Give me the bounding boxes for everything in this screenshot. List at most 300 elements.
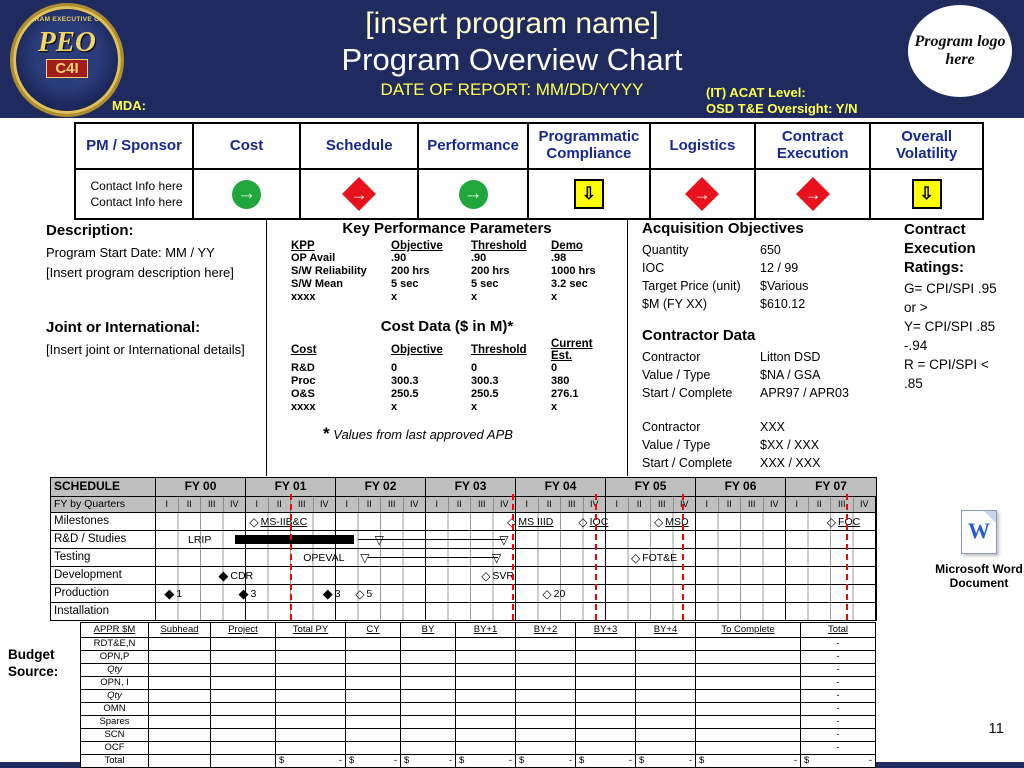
kpp-row: S/W Reliability 200 hrs 200 hrs 1000 hrs [291, 265, 596, 277]
budget-cell [211, 690, 276, 703]
budget-cell [576, 651, 636, 664]
budget-row [81, 677, 876, 690]
budget-cell: $ - [516, 755, 576, 768]
budget-cell [576, 638, 636, 651]
red-diamond-arrow-icon: → [685, 177, 719, 211]
contractor-row: Start / Complete APR97 / APR03 [642, 386, 849, 400]
budget-cell [346, 742, 401, 755]
budget-cell [456, 651, 516, 664]
open-diamond-icon: ◇ [630, 550, 641, 565]
cost-row: O&S 250.5 250.5 276.1 [291, 388, 579, 400]
budget-col-header: CY [346, 623, 401, 638]
budget-col-header: BY+4 [636, 623, 696, 638]
contractor-row: Start / Complete XXX / XXX [642, 456, 821, 470]
milestone-marker [492, 552, 503, 564]
budget-row [81, 703, 876, 716]
quarter-cell: III [561, 497, 584, 512]
budget-cell [456, 638, 516, 651]
budget-cell [456, 690, 516, 703]
budget-cell [276, 690, 346, 703]
budget-cell: OPN, I [81, 677, 149, 690]
budget-cell: - [801, 690, 876, 703]
budget-cell: Qty [81, 690, 149, 703]
budget-cell [346, 638, 401, 651]
quarter-cell: III [381, 497, 404, 512]
quarter-cell: I [516, 497, 539, 512]
cost-data-title: Cost Data ($ in M)* [380, 318, 514, 335]
budget-cell: OMN [81, 703, 149, 716]
fy-header: FY 03 [426, 478, 516, 496]
kpp-table: KPP Objective Threshold Demo OP Avail .90 .90 .98 S/W Reliability 200 hrs 200 hrs 1000 hrs S/W Mean 5 sec 5 sec 3.2 sec xxxx x x x [291, 240, 611, 304]
budget-cell [576, 742, 636, 755]
budget-cell: $ - [276, 755, 346, 768]
open-triangle-icon: ▽ [360, 550, 370, 565]
budget-cell [456, 729, 516, 742]
quarters-label: FY by Quarters [51, 497, 156, 512]
open-diamond-icon: ◇ [355, 586, 365, 601]
red-dashed-line [682, 494, 684, 620]
badge-c4i-text: C4I [46, 59, 87, 78]
milestone-label: IOC [589, 515, 609, 528]
budget-cell: $ - [346, 755, 401, 768]
page-number: 11 [988, 720, 1004, 737]
budget-cell [149, 703, 211, 716]
milestone-label: 1 [176, 587, 183, 600]
budget-cell [516, 651, 576, 664]
schedule-fy-row [51, 478, 876, 497]
quarter-cell: II [179, 497, 202, 512]
budget-cell [636, 729, 696, 742]
quarter-cell: III [651, 497, 674, 512]
kpp-row: S/W Mean 5 sec 5 sec 3.2 sec [291, 278, 588, 290]
milestone-marker [507, 516, 553, 528]
budget-cell [456, 716, 516, 729]
budget-cell [401, 651, 456, 664]
budget-col-header: BY+3 [576, 623, 636, 638]
budget-cell [636, 703, 696, 716]
milestone-marker [301, 552, 344, 564]
red-diamond-arrow-icon: → [796, 177, 830, 211]
budget-cell [696, 703, 801, 716]
quarter-cell: I [246, 497, 269, 512]
filled-diamond-icon: ◆ [218, 567, 229, 583]
budget-cell [516, 690, 576, 703]
budget-cell [276, 716, 346, 729]
budget-cell [636, 716, 696, 729]
budget-cell [149, 729, 211, 742]
page-title: Program Overview Chart [341, 42, 683, 77]
acquisition-contractor-section [628, 214, 898, 476]
budget-row [81, 664, 876, 677]
budget-cell [211, 664, 276, 677]
filled-diamond-icon: ◆ [238, 585, 249, 601]
milestone-label: SVR [492, 569, 515, 582]
open-triangle-icon: ▽ [499, 532, 509, 547]
logistics-status-cell [650, 169, 755, 219]
budget-cell [211, 638, 276, 651]
budget-cell [636, 677, 696, 690]
budget-cell [696, 690, 801, 703]
budget-cell [401, 703, 456, 716]
budget-cell [516, 703, 576, 716]
budget-cell [346, 677, 401, 690]
schedule-row-timeline [156, 603, 876, 620]
quarter-cell: III [201, 497, 224, 512]
budget-cell: Qty [81, 664, 149, 677]
milestone-marker [238, 585, 257, 601]
quarter-cell: IV [854, 497, 877, 512]
budget-cell [576, 677, 636, 690]
budget-cell: $ - [576, 755, 636, 768]
budget-cell: - [801, 651, 876, 664]
col-schedule: Schedule [300, 123, 418, 169]
word-doc-object[interactable] [932, 510, 1024, 590]
milestone-marker [499, 534, 510, 546]
budget-row [81, 742, 876, 755]
open-diamond-icon: ◇ [654, 514, 664, 529]
fy-header: FY 05 [606, 478, 696, 496]
program-logo-placeholder: Program logo here [908, 5, 1012, 97]
milestone-label: MSD [665, 515, 689, 528]
col-overall-volatility: Overall Volatility [870, 123, 983, 169]
badge-top-text: PROGRAM EXECUTIVE OFFICE [14, 16, 120, 23]
budget-cell [696, 716, 801, 729]
open-diamond-icon: ◇ [542, 586, 552, 601]
budget-cell [149, 638, 211, 651]
rating-red: R = CPI/SPI < .85 [904, 357, 989, 391]
acq-row: IOC 12 / 99 [642, 261, 799, 275]
fy-header: FY 07 [815, 479, 847, 493]
budget-cell [516, 638, 576, 651]
budget-cell [696, 729, 801, 742]
budget-cell [456, 677, 516, 690]
milestone-label: FOT&E [642, 551, 678, 564]
mda-label: MDA: [112, 98, 146, 113]
status-table [74, 122, 984, 220]
open-diamond-icon: ◇ [826, 514, 837, 529]
budget-cell [456, 742, 516, 755]
budget-cell [516, 729, 576, 742]
budget-cell [516, 716, 576, 729]
acat-oversight-block [706, 85, 857, 117]
budget-row [81, 716, 876, 729]
joint-placeholder: [Insert joint or International details] [46, 342, 245, 357]
budget-cell [211, 755, 276, 768]
budget-cell: - [801, 716, 876, 729]
budget-cell [346, 703, 401, 716]
budget-cell [401, 677, 456, 690]
kpp-section [266, 214, 628, 476]
milestone-label: CDR [230, 569, 254, 582]
milestone-marker [164, 585, 183, 601]
open-diamond-icon: ◇ [481, 568, 491, 583]
quarter-cell: IV [674, 497, 697, 512]
quarter-cell: II [809, 497, 832, 512]
budget-cell [576, 729, 636, 742]
budget-cell [346, 690, 401, 703]
cost-row: Proc 300.3 300.3 380 [291, 375, 570, 387]
col-logistics: Logistics [650, 123, 755, 169]
budget-cell [401, 742, 456, 755]
rating-yellow: Y= CPI/SPI .85 -.94 [904, 319, 996, 353]
yellow-square-down-arrow-icon: ⇩ [912, 179, 942, 209]
middle-section [36, 214, 1010, 476]
budget-cell [576, 703, 636, 716]
quarter-cell: I [606, 497, 629, 512]
quarter-cell: I [156, 497, 179, 512]
quarter-cell: II [269, 497, 292, 512]
budget-cell [576, 690, 636, 703]
milestone-marker [355, 588, 372, 600]
budget-cell [149, 651, 211, 664]
quarter-cell: III [291, 497, 314, 512]
budget-col-header: Project [211, 623, 276, 638]
milestone-marker [360, 552, 371, 564]
schedule-row-label: Testing [51, 549, 156, 566]
quarter-header-cells [156, 497, 876, 512]
col-cost: Cost [193, 123, 300, 169]
budget-cell [276, 651, 346, 664]
schedule-row-label: Installation [51, 603, 156, 620]
osd-oversight: OSD T&E Oversight: Y/N [706, 101, 858, 116]
quarter-cell: I [336, 497, 359, 512]
budget-cell [516, 742, 576, 755]
budget-col-header: BY+1 [456, 623, 516, 638]
schedule-row [51, 513, 876, 531]
open-diamond-icon: ◇ [578, 514, 588, 529]
schedule-row [51, 567, 876, 585]
budget-cell: $ - [696, 755, 801, 768]
contractor-row: Contractor Litton DSD [642, 350, 821, 364]
red-diamond-arrow-icon: → [342, 177, 376, 211]
description-heading: Description: [46, 222, 134, 239]
cost-row: R&D 0 0 0 [291, 362, 558, 374]
budget-row [81, 690, 876, 703]
milestone-marker [481, 570, 514, 582]
budget-cell [636, 742, 696, 755]
budget-cell [401, 716, 456, 729]
apb-footnote: * Values from last approved APB [323, 424, 513, 443]
budget-col-header: Total [801, 623, 876, 638]
milestone-marker [578, 516, 608, 528]
open-diamond-icon: ◇ [249, 514, 259, 529]
acq-row: Target Price (unit) $Various [642, 279, 809, 293]
budget-cell [636, 690, 696, 703]
budget-cell: OCF [81, 742, 149, 755]
schedule-title: SCHEDULE [51, 478, 156, 496]
fy-header: FY 06 [696, 478, 786, 496]
budget-col-header: BY+2 [516, 623, 576, 638]
cost-data-table: Cost Objective Threshold Current Est. R&D 0 0 0 Proc 300.3 300.3 380 O&S 250.5 250.5 276.1 xxxx x x x [291, 338, 611, 414]
quarter-cell: III [831, 497, 854, 512]
budget-cell [576, 664, 636, 677]
description-section [36, 214, 266, 476]
budget-cell [211, 729, 276, 742]
budget-cell [211, 716, 276, 729]
budget-cell [401, 729, 456, 742]
kpp-row: OP Avail .90 .90 .98 [291, 252, 567, 264]
budget-cell [149, 742, 211, 755]
quarter-cell: III [471, 497, 494, 512]
budget-col-header: BY [401, 623, 456, 638]
word-doc-icon[interactable]: W [961, 510, 997, 554]
quarter-cell: IV [224, 497, 247, 512]
budget-cell [211, 651, 276, 664]
budget-body [81, 638, 876, 768]
budget-cell: $ - [401, 755, 456, 768]
milestone-label: 3 [250, 587, 257, 600]
green-circle-arrow-icon: → [232, 180, 261, 209]
milestone-marker [186, 534, 211, 546]
date-of-report: DATE OF REPORT: MM/DD/YYYY [380, 80, 644, 99]
schedule-body [51, 513, 876, 620]
milestone-label: 5 [366, 587, 373, 600]
red-dashed-line [846, 494, 848, 620]
quarter-cell: I [426, 497, 449, 512]
quarter-cell: IV [404, 497, 427, 512]
budget-cell [456, 703, 516, 716]
cost-row: xxxx x x x [291, 401, 558, 413]
description-placeholder: [Insert program description here] [46, 265, 234, 280]
budget-cell: - [801, 664, 876, 677]
milestone-label: LRIP [188, 533, 212, 546]
budget-row [81, 755, 876, 768]
schedule-row-label: Production [51, 585, 156, 602]
milestone-marker [542, 588, 565, 600]
budget-cell [696, 742, 801, 755]
budget-cell [149, 755, 211, 768]
budget-cell [696, 638, 801, 651]
budget-cell [149, 690, 211, 703]
slide-titles [0, 6, 1024, 100]
schedule-row-timeline [156, 585, 876, 602]
budget-cell [696, 651, 801, 664]
budget-cell [401, 690, 456, 703]
budget-cell [276, 703, 346, 716]
green-circle-arrow-icon: → [459, 180, 488, 209]
contractor-title: Contractor Data [642, 327, 756, 344]
schedule-row-timeline [156, 549, 876, 566]
budget-cell [516, 664, 576, 677]
schedule-row-label: R&D / Studies [51, 531, 156, 548]
fy-header: FY 01 [246, 478, 336, 496]
budget-cell: Total [81, 755, 149, 768]
schedule-quarter-row [51, 497, 876, 513]
budget-cell [149, 677, 211, 690]
quarter-cell: IV [584, 497, 607, 512]
red-dashed-line [595, 494, 597, 620]
fy-header-cells [156, 478, 876, 496]
quarter-cell: IV [314, 497, 337, 512]
schedule-row [51, 603, 876, 620]
budget-col-header: To Complete [696, 623, 801, 638]
budget-cell: - [801, 729, 876, 742]
budget-cell [636, 638, 696, 651]
schedule-row-timeline [156, 531, 876, 548]
yellow-square-down-arrow-icon: ⇩ [574, 179, 604, 209]
milestone-label: 3 [334, 587, 341, 600]
budget-cell [696, 664, 801, 677]
milestone-label: OPEVAL [303, 551, 345, 564]
word-doc-label: Microsoft Word Document [935, 562, 1023, 590]
quarter-cell: II [359, 497, 382, 512]
rating-green: G= CPI/SPI .95 or > [904, 281, 997, 315]
acq-row: Quantity 650 [642, 243, 781, 257]
contractor-row: Contractor XXX [642, 420, 786, 434]
fy-header: FY 02 [336, 478, 426, 496]
budget-cell [149, 664, 211, 677]
schedule-status-cell [300, 169, 418, 219]
budget-cell: $ - [636, 755, 696, 768]
budget-cell [401, 638, 456, 651]
cost-status-cell [193, 169, 300, 219]
joint-heading: Joint or International: [46, 319, 201, 336]
budget-cell [211, 742, 276, 755]
budget-cell [211, 677, 276, 690]
lrip-bar [235, 535, 354, 544]
budget-cell: - [801, 742, 876, 755]
program-name-placeholder: [insert program name] [365, 7, 659, 40]
contractor-row: Value / Type $XX / XXX [642, 438, 820, 452]
fy-header: FY 04 [516, 478, 606, 496]
schedule-row-timeline [156, 513, 876, 530]
quarter-cell: II [539, 497, 562, 512]
performance-status-cell [418, 169, 528, 219]
budget-source-label: Budget Source: [8, 647, 59, 679]
milestone-marker [375, 534, 386, 546]
milestone-label: MS-IIB&C [260, 515, 308, 528]
budget-cell [516, 677, 576, 690]
kpp-title: Key Performance Parameters [342, 220, 552, 237]
filled-diamond-icon: ◆ [164, 585, 175, 601]
budget-cell [276, 664, 346, 677]
budget-cell [276, 677, 346, 690]
budget-cell [456, 664, 516, 677]
milestone-marker [249, 516, 307, 528]
quarter-cell: IV [494, 497, 517, 512]
filled-diamond-icon: ◆ [322, 585, 333, 601]
budget-cell [276, 742, 346, 755]
badge-peo-text: PEO [38, 26, 96, 58]
fy-header: FY 00 [156, 478, 246, 496]
quarter-cell: III [741, 497, 764, 512]
budget-cell [149, 716, 211, 729]
quarter-cell: II [449, 497, 472, 512]
milestone-marker [827, 516, 860, 528]
schedule-row [51, 585, 876, 603]
schedule-row-label: Milestones [51, 513, 156, 530]
budget-cell: OPN,P [81, 651, 149, 664]
milestone-label: MS IIID [518, 515, 554, 528]
budget-cell [276, 638, 346, 651]
budget-cell [696, 677, 801, 690]
milestone-label: FOC [838, 515, 861, 528]
quarter-cell: I [786, 497, 809, 512]
budget-col-header: Subhead [149, 623, 211, 638]
acquisition-title: Acquisition Objectives [642, 220, 804, 237]
kpp-row: xxxx x x x [291, 291, 558, 303]
budget-cell [346, 664, 401, 677]
budget-cell [211, 703, 276, 716]
quarter-cell: I [696, 497, 719, 512]
status-icon-row [75, 169, 983, 219]
budget-cell: - [801, 703, 876, 716]
col-contract-execution: Contract Execution [755, 123, 870, 169]
status-header-row [75, 123, 983, 169]
duration-line [368, 557, 498, 558]
col-programmatic-compliance: Programmatic Compliance [528, 123, 650, 169]
contact-info-cell: Contact Info here Contact Info here [75, 169, 193, 219]
